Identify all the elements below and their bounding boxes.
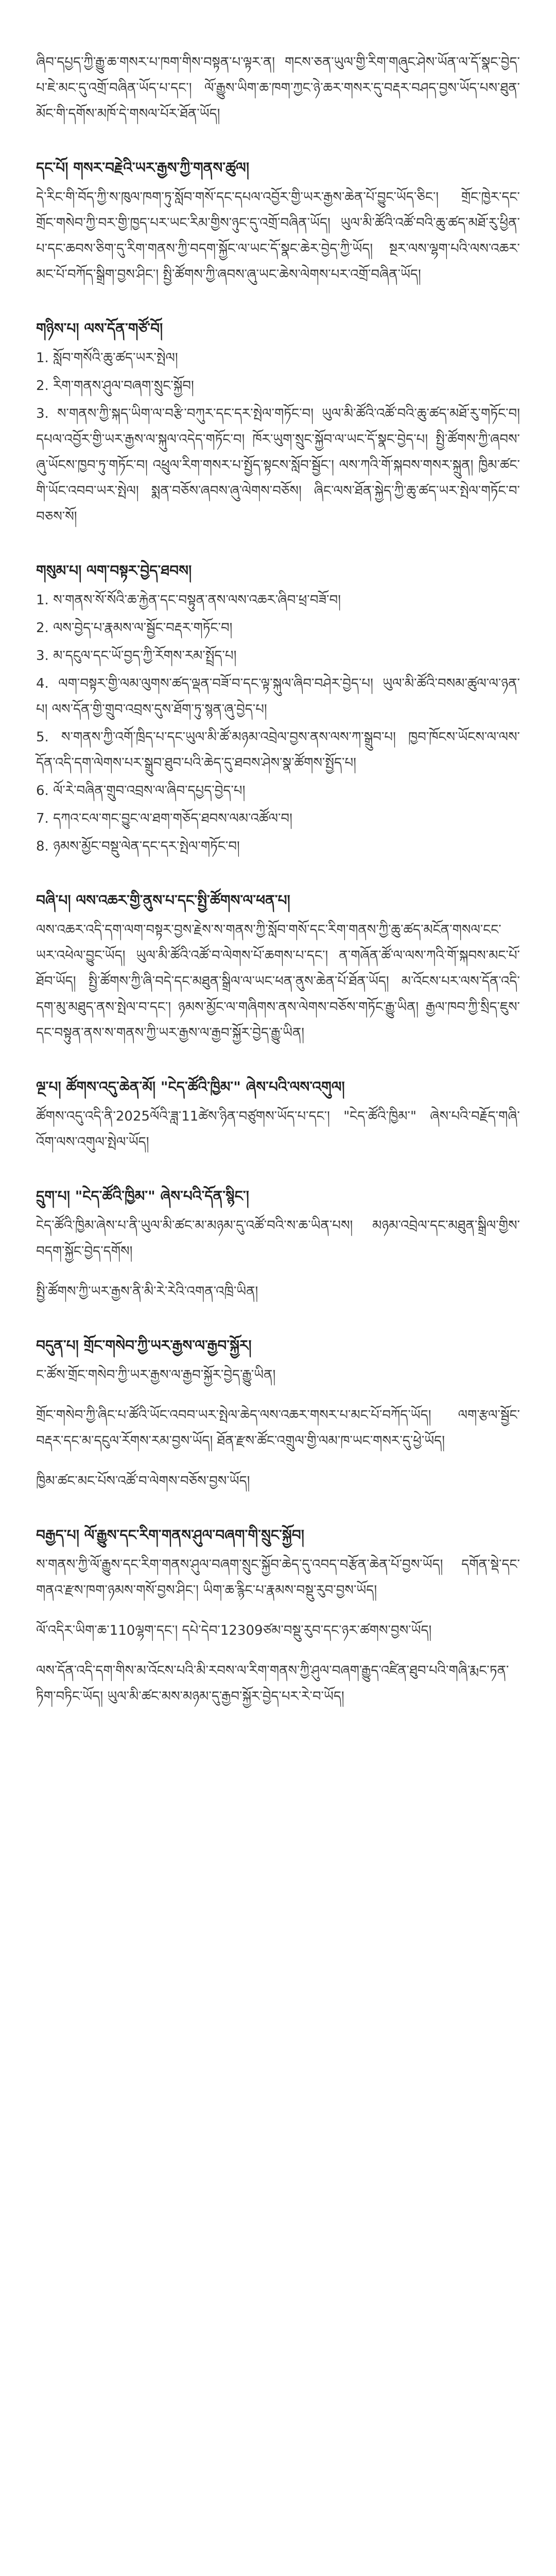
section-4 — [36, 888, 520, 1046]
intro-section — [36, 49, 520, 127]
list-item: 5. ས་གནས་ཀྱི་འགོ་ཁྲིད་པ་དང་ཡུལ་མི་ཚོ་མཉམ་འབྲེལ་བྱས་ནས་ལས་ཀ་སྒྲུབ་པ། ཁྱབ་ཁོངས་ཡོངས་ལ་ལས་དོན་འདི་དག་ལེགས་པར་སྒྲུབ་ཐུབ་པའི་ཆེད་དུ་ཐབས་ཤེས་སྣ་ཚོགས་སྤྱོད་པ། — [36, 730, 520, 771]
section-paragraph: ཚོགས་འདུ་འདི་ནི་2025ལོའི་ཟླ་11ཚེས་ཉིན་བཙུགས་ཡོད་པ་དང་། "ངེད་ཚོའི་ཁྱིམ་" ཞེས་པའི་བརྗོད་གཞི་འོག་ལས་འགུལ་སྤེལ་ཡོད། — [36, 1109, 520, 1150]
list-item: 8. ཉམས་མྱོང་བསྡུ་ལེན་དང་དར་སྤེལ་གཏོང་བ། — [36, 839, 240, 854]
section-heading: དང་པོ། གསར་བརྗེའི་ཡར་རྒྱས་ཀྱི་གནས་ཚུལ། — [36, 159, 250, 176]
list-item: 3. ས་གནས་ཀྱི་སྐད་ཡིག་ལ་བརྩི་བཀུར་དང་དར་སྤེལ་གཏོང་བ། ཡུལ་མི་ཚོའི་འཚོ་བའི་ཆུ་ཚད་མཐོ་རུ་གཏོང་བ། དཔལ་འབྱོར་གྱི་ཡར་རྒྱས་ལ་སྐུལ་འདེད་གཏོང་བ། ཁོར་ཡུག་སྲུང་སྐྱོབ་ལ་ཡང་དོ་སྣང་བྱེད་པ། སྤྱི་ཚོགས་ཀྱི་ཞབས་ཞུ་ཡོངས་ཁྱབ་ཏུ་གཏོང་བ། འཕྲུལ་རིག་གསར་པ་སྤྱོད་སྟངས་སློབ་སྦྱོང་། ལས་ཀའི་གོ་སྐབས་གསར་སྐྲུན། ཁྱིམ་ཚང་གི་ཡོང་འབབ་ཡར་སྤེལ། སྨན་བཅོས་ཞབས་ཞུ་ལེགས་བཅོས། ཞིང་ལས་ཐོན་སྐྱེད་ཀྱི་ཆུ་ཚད་ཡར་སྤེལ་གཏོང་བ་བཅས་སོ། — [36, 406, 520, 524]
list-item: 3. མ་དངུལ་དང་ཡོ་བྱད་ཀྱི་རོགས་རམ་སྤྲོད་པ། — [36, 648, 237, 664]
section-6 — [36, 1184, 520, 1304]
list-item: 2. རིག་གནས་ཤུལ་བཞག་སྲུང་སྐྱོབ། — [36, 378, 194, 394]
section-paragraph: ས་གནས་ཀྱི་ལོ་རྒྱུས་དང་རིག་གནས་ཤུལ་བཞག་སྲུང་སྐྱོབ་ཆེད་དུ་འབད་བརྩོན་ཆེན་པོ་བྱས་ཡོད། དགོན་སྡེ་དང་གནའ་རྫས་ཁག་ཉམས་གསོ་བྱས་ཤིང་། ཡིག་ཆ་རྙིང་པ་རྣམས་བསྡུ་རུབ་བྱས་ཡོད། — [36, 1557, 520, 1598]
list-item: 1. ས་གནས་སོ་སོའི་ཆ་རྐྱེན་དང་བསྟུན་ནས་ལས་འཆར་ཞིབ་ཕྲ་བཟོ་བ། — [36, 592, 341, 608]
section-paragraph: ལས་དོན་འདི་དག་གིས་མ་འོངས་པའི་མི་རབས་ལ་རིག་གནས་ཀྱི་ཤུལ་བཞག་རྒྱུད་འཛིན་ཐུབ་པའི་གཞི་རྨང་ཏན་ཏིག་བཏིང་ཡོད། ཡུལ་མི་ཚང་མས་མཉམ་དུ་རྒྱབ་སྐྱོར་བྱེད་པར་རེ་བ་ཡོད། — [36, 1663, 509, 1704]
intro-paragraph: ཞིབ་དཔྱད་ཀྱི་རྒྱུ་ཆ་གསར་པ་ཁག་གིས་བསྟན་པ་ལྟར་ན། གངས་ཅན་ཡུལ་གྱི་རིག་གཞུང་ཤེས་ཡོན་ལ་དོ་སྣང་བྱེད་པ་ཇེ་མང་དུ་འགྲོ་བཞིན་ཡོད་པ་དང་། ལོ་རྒྱུས་ཡིག་ཆ་ཁག་ཀྱང་ཉེ་ཆར་གསར་དུ་བརྡར་བཤད་བྱས་ཡོད་པས་ཐུན་མོང་གི་དགོས་མཁོ་དེ་གསལ་པོར་ཐོན་ཡོད། — [36, 55, 520, 122]
section-paragraph: ང་ཚོས་གྲོང་གསེབ་ཀྱི་ཡར་རྒྱས་ལ་རྒྱབ་སྐྱོར་བྱེད་རྒྱུ་ཡིན། — [36, 1367, 276, 1383]
section-heading: བཞི་པ། ལས་འཆར་གྱི་ནུས་པ་དང་སྤྱི་ཚོགས་ལ་ཕན་པ། — [36, 892, 290, 909]
section-paragraph: གྲོང་གསེབ་ཀྱི་ཞིང་པ་ཚོའི་ཡོང་འབབ་ཡར་སྤེལ་ཆེད་ལས་འཆར་གསར་པ་མང་པོ་བཀོད་ཡོད། ལག་རྩལ་སྦྱོང་བརྡར་དང་མ་དངུལ་རོགས་རམ་བྱས་ཡོད། ཐོན་རྫས་ཚོང་འགྲུལ་གྱི་ལམ་ཁ་ཡང་གསར་དུ་ཕྱེ་ཡོད། — [36, 1408, 520, 1449]
list-item: 1. སློབ་གསོའི་ཆུ་ཚད་ཡར་སྤེལ། — [36, 350, 178, 366]
list-item: 7. དཀའ་ངལ་གང་བྱུང་ལ་ཐག་གཅོད་ཐབས་ལམ་འཚོལ་བ། — [36, 811, 292, 826]
section-heading: གསུམ་པ། ལག་བསྟར་བྱེད་ཐབས། — [36, 562, 192, 579]
list-item: 6. ལོ་རེ་བཞིན་གྲུབ་འབྲས་ལ་ཞིབ་དཔྱད་བྱེད་པ། — [36, 783, 246, 799]
section-3 — [36, 558, 520, 859]
section-heading: བརྒྱད་པ། ལོ་རྒྱུས་དང་རིག་གནས་ཤུལ་བཞག་གི་སྲུང་སྐྱོབ། — [36, 1527, 304, 1544]
section-8 — [36, 1523, 520, 1709]
section-heading: དྲུག་པ། "ངེད་ཚོའི་ཁྱིམ་" ཞེས་པའི་དོན་སྙིང་། — [36, 1188, 249, 1205]
section-paragraph: ངེད་ཚོའི་ཁྱིམ་ཞེས་པ་ནི་ཡུལ་མི་ཚང་མ་མཉམ་དུ་འཚོ་བའི་ས་ཆ་ཡིན་པས། མཉམ་འབྲེལ་དང་མཐུན་སྒྲིལ་གྱིས་བདག་སྐྱོང་བྱེད་དགོས། — [36, 1218, 520, 1259]
section-5 — [36, 1075, 520, 1155]
numbered-list — [36, 587, 520, 859]
section-2 — [36, 316, 520, 530]
numbered-list — [36, 345, 520, 530]
section-paragraph: ཁྱིམ་ཚང་མང་པོས་འཚོ་བ་ལེགས་བཅོས་བྱས་ཡོད། — [36, 1473, 250, 1489]
section-paragraph: དེ་རིང་གི་བོད་ཀྱི་ས་ཁུལ་ཁག་ཏུ་སློབ་གསོ་དང་དཔལ་འབྱོར་གྱི་ཡར་རྒྱས་ཆེན་པོ་བྱུང་ཡོད་ཅིང་། གྲོང་ཁྱེར་དང་གྲོང་གསེབ་ཀྱི་བར་གྱི་ཁྱད་པར་ཡང་རིམ་གྱིས་ཉུང་དུ་འགྲོ་བཞིན་ཡོད། ཡུལ་མི་ཚོའི་འཚོ་བའི་ཆུ་ཚད་མཐོ་རུ་ཕྱིན་པ་དང་ཆབས་ཅིག་དུ་རིག་གནས་ཀྱི་བདག་སྐྱོང་ལ་ཡང་དོ་སྣང་ཆེར་བྱེད་ཀྱི་ཡོད། སྔར་ལས་ལྷག་པའི་ལས་འཆར་མང་པོ་བཀོད་སྒྲིག་བྱས་ཤིང་། སྤྱི་ཚོགས་ཀྱི་ཞབས་ཞུ་ཡང་ཆེས་ལེགས་པར་འགྲོ་བཞིན་ཡོད། — [36, 190, 520, 282]
section-paragraph: ལོ་འདིར་ཡིག་ཆ་110ལྷག་དང་། དཔེ་དེབ་12309ཙམ་བསྡུ་རུབ་དང་ཉར་ཚགས་བྱས་ཡོད། — [36, 1623, 432, 1638]
section-heading: བདུན་པ། གྲོང་གསེབ་ཀྱི་ཡར་རྒྱས་ལ་རྒྱབ་སྐྱོར། — [36, 1337, 252, 1354]
section-heading: གཉིས་པ། ལས་དོན་གཙོ་བོ། — [36, 320, 163, 337]
section-1 — [36, 156, 520, 287]
list-item: 2. ལས་བྱེད་པ་རྣམས་ལ་སྦྱོང་བརྡར་གཏོང་བ། — [36, 620, 233, 636]
section-heading: ལྔ་པ། ཚོགས་འདུ་ཆེན་མོ། "ངེད་ཚོའི་ཁྱིམ་" ཞེས་པའི་ལས་འགུལ། — [36, 1078, 345, 1095]
section-paragraph: ལས་འཆར་འདི་དག་ལག་བསྟར་བྱས་རྗེས་ས་གནས་ཀྱི་སློབ་གསོ་དང་རིག་གནས་ཀྱི་ཆུ་ཚད་མངོན་གསལ་ངང་ཡར་འཕེལ་བྱུང་ཡོད། ཡུལ་མི་ཚོའི་འཚོ་བ་ལེགས་པོ་ཆགས་པ་དང་། ན་གཞོན་ཚོ་ལ་ལས་ཀའི་གོ་སྐབས་མང་པོ་ཐོབ་ཡོད། སྤྱི་ཚོགས་ཀྱི་ཞི་བདེ་དང་མཐུན་སྒྲིལ་ལ་ཡང་ཕན་ནུས་ཆེན་པོ་ཐོན་ཡོད། མ་འོངས་པར་ལས་དོན་འདི་དག་མུ་མཐུད་ནས་སྤེལ་བ་དང་། ཉམས་མྱོང་ལ་གཞིགས་ནས་ལེགས་བཅོས་གཏོང་རྒྱུ་ཡིན། རྒྱལ་ཁབ་ཀྱི་སྲིད་ཇུས་དང་བསྟུན་ནས་ས་གནས་ཀྱི་ཡར་རྒྱས་ལ་རྒྱབ་སྐྱོར་བྱེད་རྒྱུ་ཡིན། — [36, 922, 520, 1041]
section-7 — [36, 1333, 520, 1494]
list-item: 4. ལག་བསྟར་གྱི་ལམ་ལུགས་ཚད་ལྡན་བཟོ་བ་དང་ལྟ་སྐུལ་ཞིབ་བཤེར་བྱེད་པ། ཡུལ་མི་ཚོའི་བསམ་ཚུལ་ལ་ཉན་པ། ལས་དོན་གྱི་གྲུབ་འབྲས་དུས་ཐོག་ཏུ་སྙན་ཞུ་བྱེད་པ། — [36, 676, 520, 717]
section-paragraph: སྤྱི་ཚོགས་ཀྱི་ཡར་རྒྱས་ནི་མི་རེ་རེའི་འགན་འཁྲི་ཡིན། — [36, 1284, 258, 1299]
